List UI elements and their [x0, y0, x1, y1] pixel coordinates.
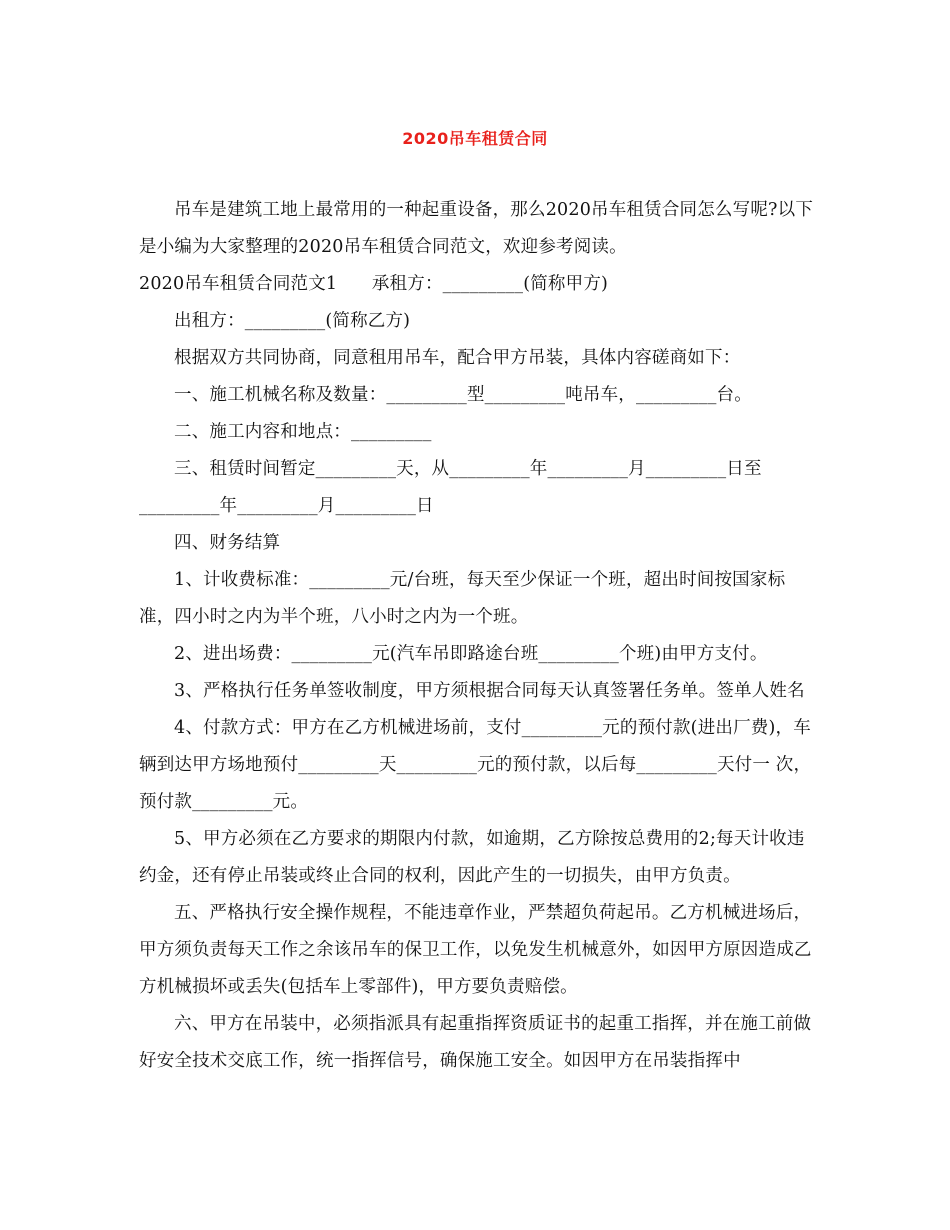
paragraph-clause-2: 二、施工内容和地点：_________: [174, 422, 432, 442]
paragraph-intro: 吊车是建筑工地上最常用的一种起重设备，那么2020吊车租赁合同怎么写呢?以下是小编为大家整理的2020吊车租赁合同范文，欢迎参考阅读。: [139, 200, 814, 257]
paragraph-clause-4-2: 2、进出场费：_________元(汽车吊即路途台班_________个班)由甲方支付。: [174, 644, 768, 664]
paragraph-clause-4-4: 4、付款方式：甲方在乙方机械进场前，支付_________元的预付款(进出厂费)，车辆到达甲方场地预付_________天_________元的预付款，以后每_________天付一 次，预付款_________元。: [139, 718, 812, 812]
paragraph-preamble: 根据双方共同协商，同意租用吊车，配合甲方吊装，具体内容磋商如下：: [174, 348, 741, 368]
paragraph-clause-4-3: 3、严格执行任务单签收制度，甲方须根据合同每天认真签署任务单。签单人姓名: [174, 681, 805, 701]
paragraph-clause-3: 三、租赁时间暂定_________天，从_________年_________月_________日至_________年_________月_________日: [139, 459, 762, 516]
paragraph-clause-4-5: 5、甲方必须在乙方要求的期限内付款，如逾期，乙方除按总费用的2;每天计收违约金，还有停止吊装或终止合同的权利，因此产生的一切损失，由甲方负责。: [139, 829, 805, 886]
paragraph-clause-4: 四、财务结算: [174, 533, 281, 553]
document-title: 2020吊车租赁合同: [402, 129, 548, 148]
paragraph-clause-6: 六、甲方在吊装中，必须指派具有起重指挥资质证书的起重工指挥，并在施工前做好安全技术交底工作，统一指挥信号，确保施工安全。如因甲方在吊装指挥中: [139, 1014, 812, 1071]
document-body: [139, 192, 814, 1080]
paragraph-heading-lessee: 2020吊车租赁合同范文1 承租方：_________(简称甲方): [139, 274, 609, 294]
paragraph-clause-4-1: 1、计收费标准：_________元/台班，每天至少保证一个班，超出时间按国家标准，四小时之内为半个班，八小时之内为一个班。: [139, 570, 786, 627]
paragraph-lessor: 出租方：_________(简称乙方): [174, 311, 411, 331]
paragraph-clause-5: 五、严格执行安全操作规程，不能违章作业，严禁超负荷起吊。乙方机械进场后，甲方须负责每天工作之余该吊车的保卫工作，以免发生机械意外，如因甲方原因造成乙方机械损坏或丢失(包括车上零部件)，甲方要负责赔偿。: [139, 903, 812, 997]
paragraph-clause-1: 一、施工机械名称及数量：_________型_________吨吊车，_________台。: [174, 385, 752, 405]
